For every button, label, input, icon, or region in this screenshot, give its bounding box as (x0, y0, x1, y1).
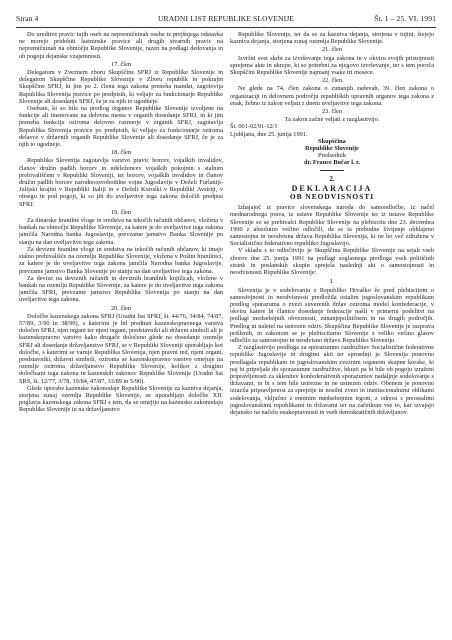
signatory-role: Predsednik (318, 152, 346, 160)
section-numeral: I. (330, 278, 334, 286)
article-heading: 20. člen (111, 304, 131, 312)
paragraph: Slovenija je v sodelovanju z Republiko Hrvaško že pred plebiscitom o samostojnosti in neodvisnosti predložila ostalim jugoslovanskim republikam predlog sporazuma o zvezi suverenih držav oziroma model konfederacije, v okviru katere bi članice dosedanje federacije našli v primerni podelitvi na podlagi medsebojnih obveznosti, zunanjepolitičnem in na drugih področjih. Predlog ni naletel na ustrezen odziv. Skupščina Republike Slovenije je razprava prišlenih, ni zakonom se je plebiscitarno Slovenije z veliko večino glasov odločilo za samostojno in neodvisno državo Republiko Slovenijo. (230, 286, 434, 344)
right-column (230, 31, 434, 416)
document-reference: Ljubljana, dne 25. junija 1991. (230, 130, 308, 138)
left-column (19, 31, 223, 414)
paragraph: Za devizne hranilne vloge in sredstva na tekočih računih občanov, ki imajo stalno prebivališče na ozemlju Republike Slovenije, vložena v Poštni hranilnici, za katere je do uveljavitve tega zakona jamčila Narodna banka Jugoslavije, prevzame jamstvo Banka Slovenije po stanju na dan uveljavitve tega zakona. (19, 245, 223, 275)
signatory-body: Republike Slovenije (305, 145, 359, 153)
article-heading: 23. člen (322, 108, 342, 116)
paragraph: Glede uporabe kazenske zakonodaje Republike Slovenije za kazniva dejanja, storjena zunaj ozemlja Republike Slovenije, se uporabljajo določbe XII. poglavja kazenskega zakona SFRJ s tem, da se omejijo na kazensko zakonodajo Republike Slovenije in na državljanstvo (19, 384, 223, 414)
paragraph: Izvršni svet skrbi za izvrševanje tega zakona in v okviru svojih pristojnosti sprejema akte in ukrepe, ki so potrebni za njegovo izvrševanje, ter s tem poroča Skupščini Republike Slovenije najmanj vsake tri mesece. (230, 54, 434, 77)
paragraph: Z razglasitvijo predloga za sporazumno razdružitev Socialistične federativne republike Jugoslavije in drugimi akti ter sprosdnji je Slovenija ponovno predlagala republikam in jugoslovanskim zveznim organom skupne korake, ki naj bi pripeljale do sporazumne razdružitve, hkrati pa bi bile ob pogoju izraženi pripravljenosti za sklenitev konfederativnih sporazumov nadaljnje sodelovanje s državami, in bi s tem bile ustrezne in ne ustrezen odziv. Obenem je ponovno izrazila pripravljenost za sprejetje in nosilni zvezi in institucionalnimi oblikami sodelovanja, vključno z enotnim medsebojnim trgom, z odnosi s preostalimi jugoslovanskimi republikami in državami ter na začetkom vse to, kar izvajajo dejansko na načelu enakopravnosti in vseh demokratičnih državljanov. (230, 344, 434, 416)
separator-rule (320, 170, 344, 171)
paragraph: V skladu s to odločitvijo je Skupščina Republike Slovenije na sejah vseh zborov dne 25. junija 1991 na podlagi soglasnega predloga vseh političnih strank in poslanskih skupin sprejela naslednji akt o samostojnosti in neodvisnosti Republike Slovenije: (230, 247, 434, 277)
issue-date: Št. 1 – 25. VI. 1991 (374, 14, 436, 23)
paragraph: Osebam, ki so bile na predlog organov Republike Slovenije izvoljene na funkcije ali imenovane na delovna mesta v organih dosedanje SFRJ, in ki jim preneha funkcija oziroma delovno razmerje v organih SFRJ, zagotavlja Republika Slovenija pravice po predpisih, ki veljajo za funkcionarje oziroma delavce v državnih organih Republike Slovenije ali dosedanje SFRJ, če je za njih to ugodneje. (19, 105, 223, 149)
header-rule (16, 27, 436, 28)
article-heading: 18. člen (111, 149, 131, 157)
paragraph: Za dinarske hranilne vloge in sredstva na tekočih računih občanov, vložena v bankah na območju Republike Slovenije, za katere je do uveljavitve tega zakona jamčila Narodna banka Jugoslavije, prevzame jamstvo Banka Slovenije po stanju na dan uveljavitve tega zakona. (19, 217, 223, 246)
signatory-body: Skupščina (318, 137, 346, 145)
declaration-subtitle: OB NEODVISNOSTI (289, 192, 375, 202)
paragraph: Za devize na deviznih računih in deviznih hranilnih knjižicah, vložene v bankah na ozemlju Republike Slovenije, za katere je do uveljavitve tega zakona jamčila SFRJ, prevzame jamstvo Republika Slovenija po stanju na dan uveljavitve tega zakona. (19, 274, 223, 304)
paragraph: Republike Slovenije, ter da se za kazniva dejanja, storjena v tujini, štejejo kazniva dejanja, storjena zunaj ozemlja Republike Slovenije. (230, 31, 434, 46)
paragraph: Do ureditve pravic tujih oseb na nepremičninah osebe iz prejšnjega odstavka ne morejo pridobiti lastninske pravice ali drugih stvarnih pravic na nepremičninah na območju Republike Slovenije, razen na podlagi dedovanja in ob pogoju dejanske vzajemnosti. (19, 31, 223, 60)
article-heading: 17. člen (111, 60, 131, 68)
declaration-title: DEKLARACIJA (291, 183, 373, 193)
page-header (16, 14, 436, 26)
closing-sentence: Ta zakon začne veljati z razglasitvijo. (284, 116, 380, 124)
page-number: Stran 4 (16, 14, 39, 23)
article-heading: 22. člen (322, 77, 342, 85)
paragraph: Republika Slovenija zagotavlja varstvo pravic borcev, vojaških invalidov, članov družin padlih borcev in udeležencev vojaških pokojnin s stalnim prebivališčem v Republiki Sloveniji, ter borcev, vojaških invalidov in članov družin padlih borcev narodnoosvobodilne vojne Jugoslavije v Deželi Furlaniji-Julijski krajini v Republiki Italiji in v Deželi Koroški v Republiki Avstriji, v obsegu in pod pogoji, ki so jih do uveljavitve tega zakona določili predpisi SFRJ. (19, 157, 223, 208)
paragraph: Ne glede na 74. člen zakona o zunanjih zadevah, 39. člen zakona o organizaciji in delovnem področju republiških upravnih organov tega zakona z enak, žebno iz zakon veljati z dnem uveljavitve tega zakona. (230, 85, 434, 107)
paragraph: Izhajajoč iz pravice slovenskega naroda do samoodločbe, iz načel mednarodnega prava, iz ustave Republike Slovenije ter iz ustave Republike Slovenije so se prebivalci Republike Slovenije na plebiscitu dne 23. decembra 1990 z absolutno večino odločili, da se ta prebodne živijenje obhlajeno samostojna in neodvisna država Republika Slovenija, ki ne bo več združena v Socialistično federativno republiko Jugoslavijo. (230, 204, 434, 248)
document-reference: Št. 001-02/91-12/1 (230, 123, 278, 131)
paragraph: Delegatom v Zveznem zboru Skupščine SFRJ iz Republike Slovenije in delegatom Skupščine Republike Slovenije v Zboru republik in pokrajin Skupščine SFRJ, ki jim po 2. členu tega zakona preneha mandat, zagotovija Republika Slovenija pravice po predpisih, ki veljajo za funkcionarje Republike Slovenije ali dosedanje SFRJ, če je za njih to ugodneje. (19, 69, 223, 105)
gazette-title: URADNI LIST REPUBLIKE SLOVENIJE (157, 14, 295, 23)
article-heading: 21. člen (322, 46, 342, 54)
signatory-name: dr. France Bučar l. r. (304, 159, 360, 167)
item-number: 2. (329, 174, 335, 183)
paragraph: Določbe kazenskega zakona SFRJ (Uradni list SFRJ, št. 44/76, 34/84, 74/87, 57/89, 3/90 in 38/90), s katerimi je bil predmet kazenskopravnega varstva določen SFRJ, njen organi ter njeni organi, predstavniki ali državni simboli ali je kazenskopravno varstvo kako drugače določeno glede na dosedanje ozemlje SFRJ ali dosedanje državljanstvo SFRJ, se v Republiki Sloveniji uporabljajo kot določbe, s katerimi se varuje Republika Slovenija, njen pravni red, njeni organi, predstavniki, državni simboli, oziroma se kazenskopravno varstvo omejuje na ozemlje oziroma državljanstvo Republike Slovenije, kolikor z drugimi določbami tega zakona in kazenskih zakonov Republike Slovenije (Uradni list SRS, št. 12/77, 3/78, 19/84, 47/87, 33/89 in 5/90). (19, 312, 223, 385)
article-heading: 19. člen (111, 208, 131, 216)
